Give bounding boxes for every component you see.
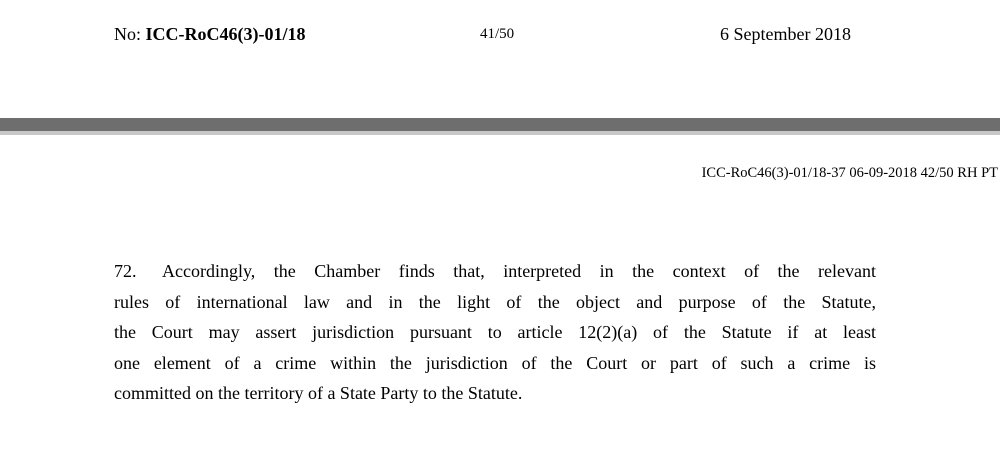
paragraph-line	[114, 256, 876, 287]
paragraph-line: rules of international law and in the light of the object and purpose of the Statute,	[114, 291, 876, 312]
paragraph-line: one element of a crime within the jurisdiction of the Court or part of such a crime is	[114, 352, 876, 373]
page-41-bottom	[0, 0, 1000, 118]
page-number: 41/50	[480, 26, 515, 42]
paragraph-72	[114, 256, 876, 409]
case-number: ICC-RoC46(3)-01/18	[145, 24, 306, 44]
document-stamp: ICC-RoC46(3)-01/18-37 06-09-2018 42/50 RH PT	[701, 165, 998, 181]
paragraph-line-text: Accordingly, the Chamber finds that, interpreted in the context of the relevant	[162, 261, 876, 281]
page-42-top	[0, 135, 1000, 473]
paragraph-line: the Court may assert jurisdiction pursuant to article 12(2)(a) of the Statute if at least	[114, 322, 876, 343]
no-label: No:	[114, 24, 141, 44]
case-number-header	[114, 22, 305, 46]
page-separator	[0, 118, 1000, 131]
document-date: 6 September 2018	[720, 24, 851, 44]
paragraph-number: 72.	[114, 261, 137, 281]
paragraph-line: committed on the territory of a State Party to the Statute.	[114, 383, 523, 404]
